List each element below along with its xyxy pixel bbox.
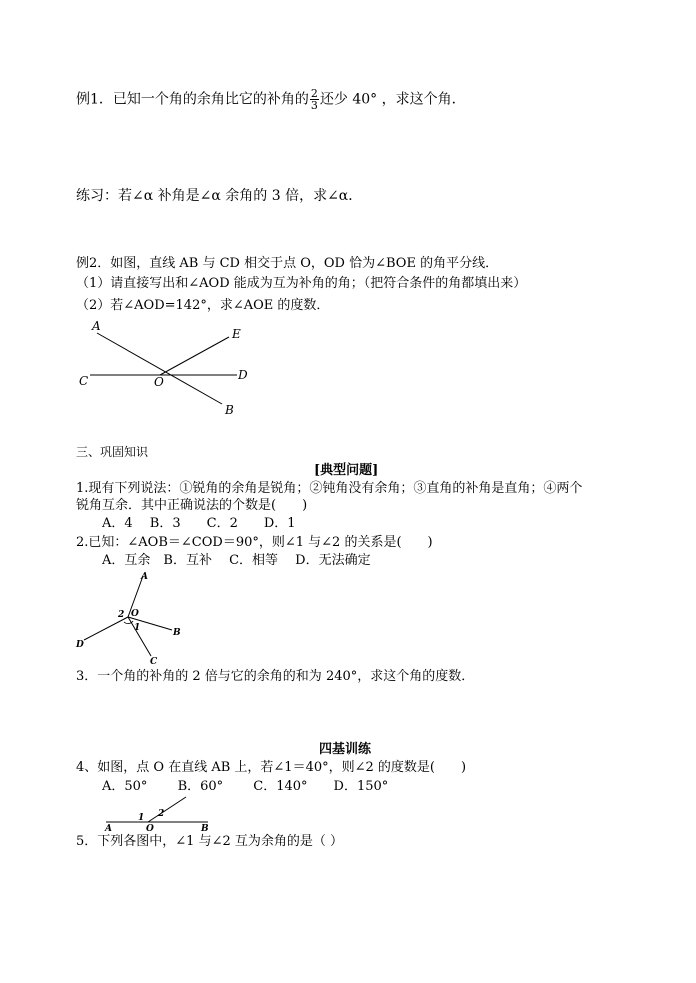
q1-line2: 锐角互余．其中正确说法的个数是( ) xyxy=(76,498,308,513)
q1-line1: 1.现有下列说法：①锐角的余角是锐角；②钝角没有余角；③直角的补角是直角；④两个 xyxy=(76,481,583,496)
example2-title: 例2．如图，直线 AB 与 CD 相交于点 O，OD 恰为∠BOE 的角平分线． xyxy=(76,256,499,271)
fraction-denominator: 3 xyxy=(310,99,318,112)
example2-question2: （2）若∠AOD=142°，求∠AOE 的度数． xyxy=(76,298,330,313)
label-b: B xyxy=(225,403,234,417)
fraction-numerator: 2 xyxy=(310,87,318,100)
example2-question1: （1）请直接写出和∠AOD 能成为互为补角的角；（把符合条件的角都填出来） xyxy=(76,276,527,291)
section3-heading: 三、巩固知识 xyxy=(76,445,149,459)
q5-line: 5．下列各图中，∠1 与∠2 互为余角的是（ ） xyxy=(76,834,343,849)
fig3-label-2: 2 xyxy=(158,809,165,819)
fig3-label-a: A xyxy=(105,824,112,834)
fig2-label-c: C xyxy=(150,657,158,667)
section3-subheading: [典型问题] xyxy=(314,463,379,478)
label-c: C xyxy=(79,374,89,388)
fig3-label-o: O xyxy=(146,824,154,834)
section4-heading: 四基训练 xyxy=(319,742,372,757)
fig3-label-1: 1 xyxy=(138,813,145,823)
practice-line: 练习：若∠α 补角是∠α 余角的 3 倍，求∠α． xyxy=(76,188,363,204)
label-a: A xyxy=(92,319,101,333)
fig2-label-1: 1 xyxy=(134,623,141,633)
q4-options: A．50° B．60° C．140° D．150° xyxy=(102,779,389,794)
fig2-label-o: O xyxy=(131,609,139,619)
label-e: E xyxy=(232,327,241,341)
fig2-label-d: D xyxy=(76,640,84,650)
q4-line: 4、如图，点 O 在直线 AB 上，若∠1＝40°，则∠2 的度数是( ) xyxy=(76,760,467,775)
q2-line: 2.已知：∠AOB＝∠COD＝90°，则∠1 与∠2 的关系是( ) xyxy=(76,535,433,550)
fig2-label-2: 2 xyxy=(118,610,125,620)
label-d: D xyxy=(238,368,248,382)
q2-options: A．互余 B．互补 C．相等 D．无法确定 xyxy=(102,553,371,568)
q3-line: 3．一个角的补角的 2 倍与它的余角的和为 240°，求这个角的度数． xyxy=(76,669,475,684)
fig2-label-b: B xyxy=(173,628,181,638)
q1-options: A．4 B．3 C．2 D．1 xyxy=(102,516,296,531)
fig3-label-b: B xyxy=(201,824,209,834)
example1-suffix: 还少 40° ，求这个角． xyxy=(319,91,466,108)
fig2-label-a: A xyxy=(141,572,148,582)
ray-from-o xyxy=(148,797,186,822)
example1-prefix: 例1．已知一个角的余角比它的补角的 xyxy=(76,91,309,108)
label-o: O xyxy=(154,375,164,389)
